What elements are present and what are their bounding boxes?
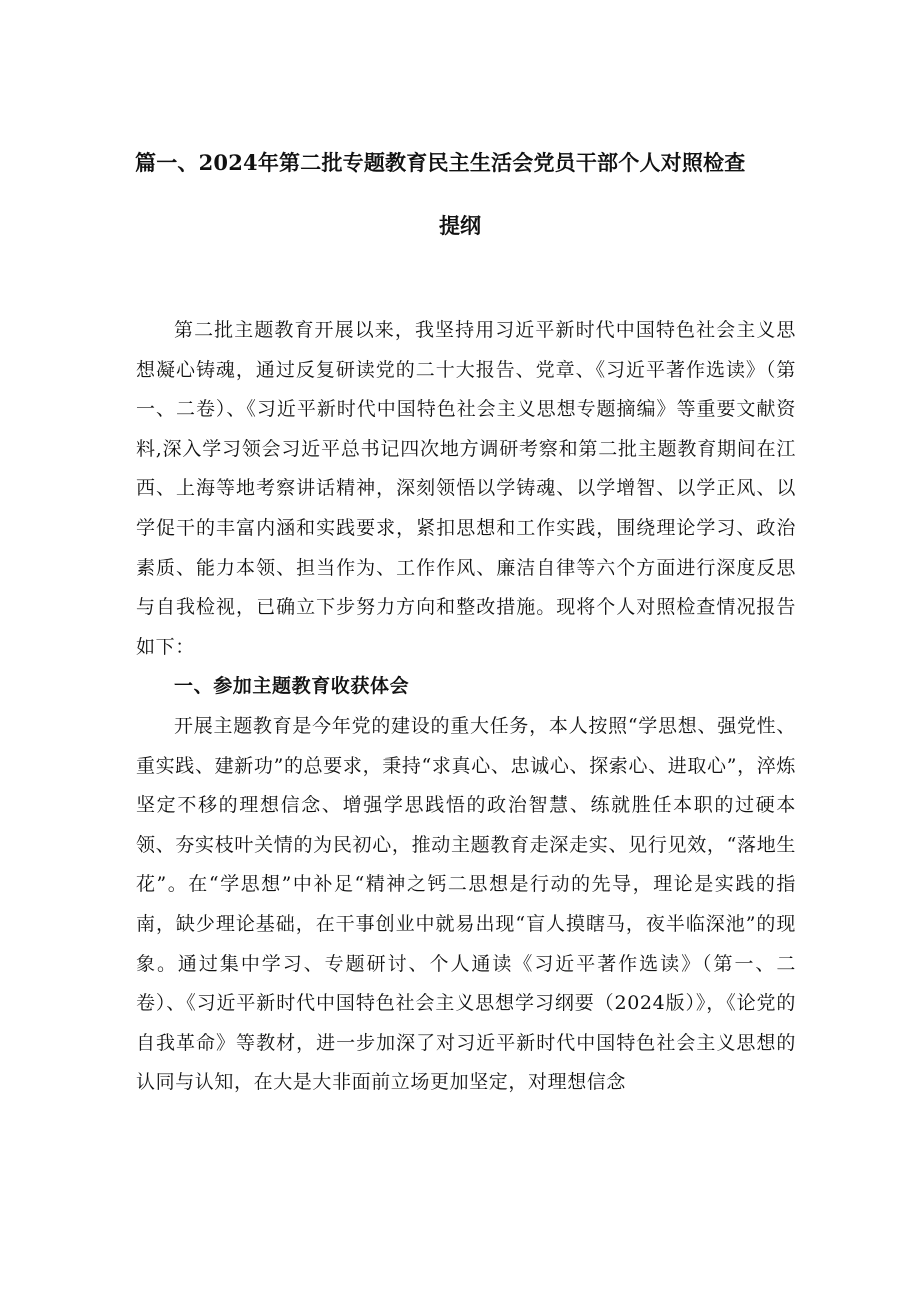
section-heading: 一、参加主题教育收获体会 — [174, 675, 410, 698]
document-title: 篇一、2024年第二批专题教育民主生活会党员干部个人对照检查 — [135, 150, 746, 175]
document-title-continued: 提纲 — [439, 213, 481, 238]
body-paragraph: 开展主题教育是今年党的建设的重大任务，本人按照“学思想、强党性、重实践、建新功”的总要求，秉持“求真心、忠诚心、探索心、进取心”，淬炼坚定不移的理想信念、增强学思践悟的政治智慧、练就胜任本职的过硬本领、夯实枝叶关情的为民初心，推动主题教育走深走实、见行见效，“落地生花”。在“学思想”中补足“精神之钙二思想是行动的先导，理论是实践的指南，缺少理论基础，在干事创业中就易出现“盲人摸瞎马，夜半临深池”的现象。通过集中学习、专题研讨、个人通读《习近平著作选读》（第一、二卷）、《习近平新时代中国特色社会主义思想学习纲要（2024版）》，《论党的自我革命》等教材，进一步加深了对习近平新时代中国特色社会主义思想的认同与认知，在大是大非面前立场更加坚定，对理想信念 — [136, 714, 796, 1094]
document-body — [136, 311, 796, 1103]
intro-paragraph: 第二批主题教育开展以来，我坚持用习近平新时代中国特色社会主义思想凝心铸魂，通过反复研读党的二十大报告、党章、《习近平著作选读》（第一、二卷）、《习近平新时代中国特色社会主义思想专题摘编》等重要文献资料,深入学习领会习近平总书记四次地方调研考察和第二批主题教育期间在江西、上海等地考察讲话精神，深刻领悟以学铸魂、以学增智、以学正风、以学促干的丰富内涵和实践要求，紧扣思想和工作实践，围绕理论学习、政治素质、能力本领、担当作为、工作作风、廉洁自律等六个方面进行深度反思与自我检视，已确立下步努力方向和整改措施。现将个人对照检查情况报告如下： — [136, 319, 796, 658]
